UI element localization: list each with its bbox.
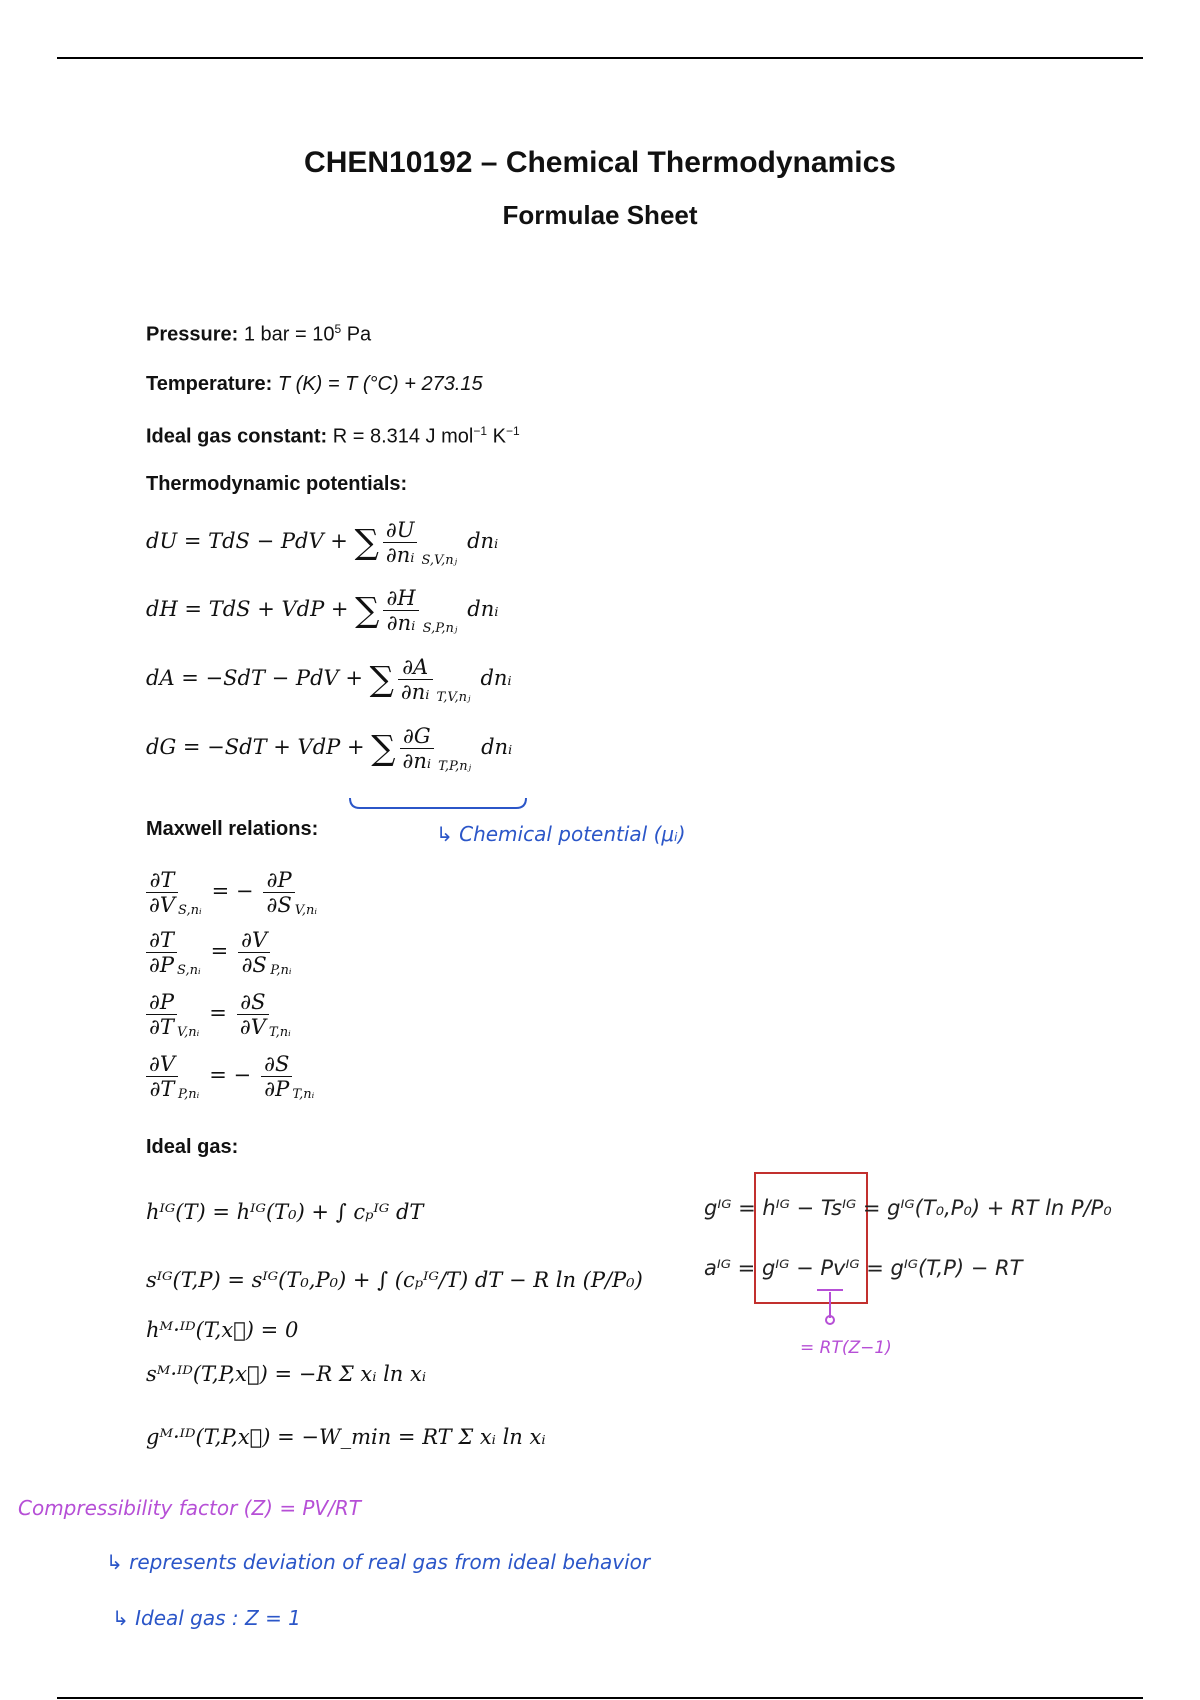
left-numerator: ∂T [146,868,178,893]
potential-lhs: dU = TdS − PdV + [146,529,355,553]
right-numerator: ∂P [263,868,294,893]
partial-subscript: S,V,nⱼ [421,553,458,568]
left-fraction [146,1052,178,1101]
left-denominator: ∂T [149,1077,175,1101]
left-subscript: V,nᵢ [177,1025,200,1040]
partial-numerator: ∂G [400,724,435,749]
right-numerator: ∂S [237,990,269,1015]
pressure-unit: Pa [341,323,372,346]
temperature-label: Temperature: [146,373,273,395]
gas-constant-exp1: −1 [473,424,488,438]
partial-numerator: ∂A [398,655,433,680]
bottom-rule [57,1697,1143,1699]
ideal-gas-heading: Ideal gas: [146,1136,239,1158]
g-ig-note: gᴵᴳ = hᴵᴳ − Tsᴵᴳ = gᴵᴳ(T₀,P₀) + RT ln P/P₀ [704,1196,1112,1220]
chemical-potential-note: ↳ Chemical potential (μᵢ) [436,822,686,846]
maxwell-relation [146,1052,314,1102]
page-subtitle: Formulae Sheet [502,200,698,230]
partial-fraction [383,518,418,567]
potential-lhs: dA = −SdT − PdV + [146,666,370,690]
partial-numerator: ∂H [383,586,418,611]
potential-equation [146,724,512,774]
dn-term: dnᵢ [480,666,512,690]
maxwell-relation [146,990,291,1040]
left-subscript: S,nᵢ [177,963,201,978]
left-numerator: ∂P [146,990,177,1015]
ideal-gas-h: hᴵᴳ(T) = hᴵᴳ(T₀) + ∫ cₚᴵᴳ dT [146,1200,424,1224]
dn-term: dnᵢ [467,529,499,553]
brace-underline [348,796,528,814]
sum-symbol: ∑ [371,728,396,769]
potential-equation [146,655,512,705]
relation-operator: = − [209,1063,252,1087]
relation-operator: = [210,939,229,963]
partial-subscript: S,P,nⱼ [422,621,458,636]
pressure-exp: 5 [334,322,342,336]
gas-constant-exp2: −1 [505,424,520,438]
right-denominator: ∂V [239,1015,266,1039]
right-fraction [261,1052,292,1101]
maxwell-heading: Maxwell relations: [146,818,319,840]
left-denominator: ∂P [149,953,174,977]
relation-operator: = [209,1001,227,1025]
sum-symbol: ∑ [369,659,394,700]
compressibility-note: Compressibility factor (Z) = PV/RT [18,1496,362,1520]
partial-subscript: T,P,nⱼ [438,759,472,774]
a-ig-note: aᴵᴳ = gᴵᴳ − Pvᴵᴳ = gᴵᴳ(T,P) − RT [704,1256,1023,1280]
potential-equation [146,518,498,568]
right-fraction [238,928,270,977]
right-numerator: ∂S [261,1052,292,1077]
partial-numerator: ∂U [383,518,418,543]
rt-note: = RT(Z−1) [800,1338,892,1358]
left-denominator: ∂T [149,1015,174,1039]
left-numerator: ∂V [146,1052,178,1077]
gas-constant-line [146,424,520,449]
partial-fraction [383,586,418,635]
temperature-line [146,373,483,396]
right-fraction [237,990,269,1039]
ideal-z-note: ↳ Ideal gas : Z = 1 [112,1606,301,1630]
temperature-value: T (K) = T (°C) + 273.15 [277,373,483,395]
deviation-note: ↳ represents deviation of real gas from ideal behavior [106,1550,651,1574]
left-subscript: P,nᵢ [178,1087,200,1102]
right-numerator: ∂V [238,928,270,953]
sum-symbol: ∑ [355,590,380,631]
arrow-down-icon [815,1288,845,1328]
dn-term: dnᵢ [467,597,499,621]
right-subscript: T,nᵢ [292,1087,315,1102]
potential-lhs: dG = −SdT + VdP + [146,735,372,759]
potentials-heading: Thermodynamic potentials: [146,473,408,495]
left-fraction [146,868,178,917]
partial-denominator: ∂nᵢ [402,749,432,773]
right-subscript: V,nᵢ [294,903,317,918]
pressure-line [146,322,371,347]
left-fraction [146,928,177,977]
ideal-gas-hm: hᴹ·ᴵᴰ(T,x⃗) = 0 [146,1318,299,1342]
left-subscript: S,nᵢ [178,903,202,918]
pressure-value: 1 bar = 10 [243,323,335,346]
partial-denominator: ∂nᵢ [385,543,415,567]
right-denominator: ∂P [264,1077,290,1101]
left-numerator: ∂T [146,928,177,953]
partial-denominator: ∂nᵢ [386,611,416,635]
left-denominator: ∂V [149,893,176,917]
top-rule [57,57,1143,59]
right-subscript: T,nᵢ [268,1025,291,1040]
gas-constant-mid: K [487,425,506,448]
potential-lhs: dH = TdS + VdP + [146,597,356,621]
gas-constant-value: R = 8.314 J mol [332,425,474,448]
relation-operator: = − [211,879,254,903]
partial-fraction [398,655,433,704]
potential-equation [146,586,498,636]
pressure-label: Pressure: [146,323,239,346]
page-title: CHEN10192 – Chemical Thermodynamics [304,146,896,179]
partial-subscript: T,V,nⱼ [436,690,471,705]
left-fraction [146,990,177,1039]
gas-constant-label: Ideal gas constant: [146,425,328,448]
partial-fraction [400,724,435,773]
right-denominator: ∂S [241,953,267,977]
highlight-box [754,1172,868,1304]
maxwell-relation [146,868,317,918]
ideal-gas-gm: gᴹ·ᴵᴰ(T,P,x⃗) = −W_min = RT Σ xᵢ ln xᵢ [146,1425,546,1449]
ideal-gas-sm: sᴹ·ᴵᴰ(T,P,x⃗) = −R Σ xᵢ ln xᵢ [146,1362,427,1386]
ideal-gas-s: sᴵᴳ(T,P) = sᴵᴳ(T₀,P₀) + ∫ (cₚᴵᴳ/T) dT − R ln (P/P₀) [146,1268,643,1292]
dn-term: dnᵢ [481,735,513,759]
maxwell-relation [146,928,291,978]
right-fraction [263,868,294,917]
right-subscript: P,nᵢ [270,963,292,978]
sum-symbol: ∑ [354,522,379,563]
partial-denominator: ∂nᵢ [400,680,430,704]
right-denominator: ∂S [266,893,292,917]
